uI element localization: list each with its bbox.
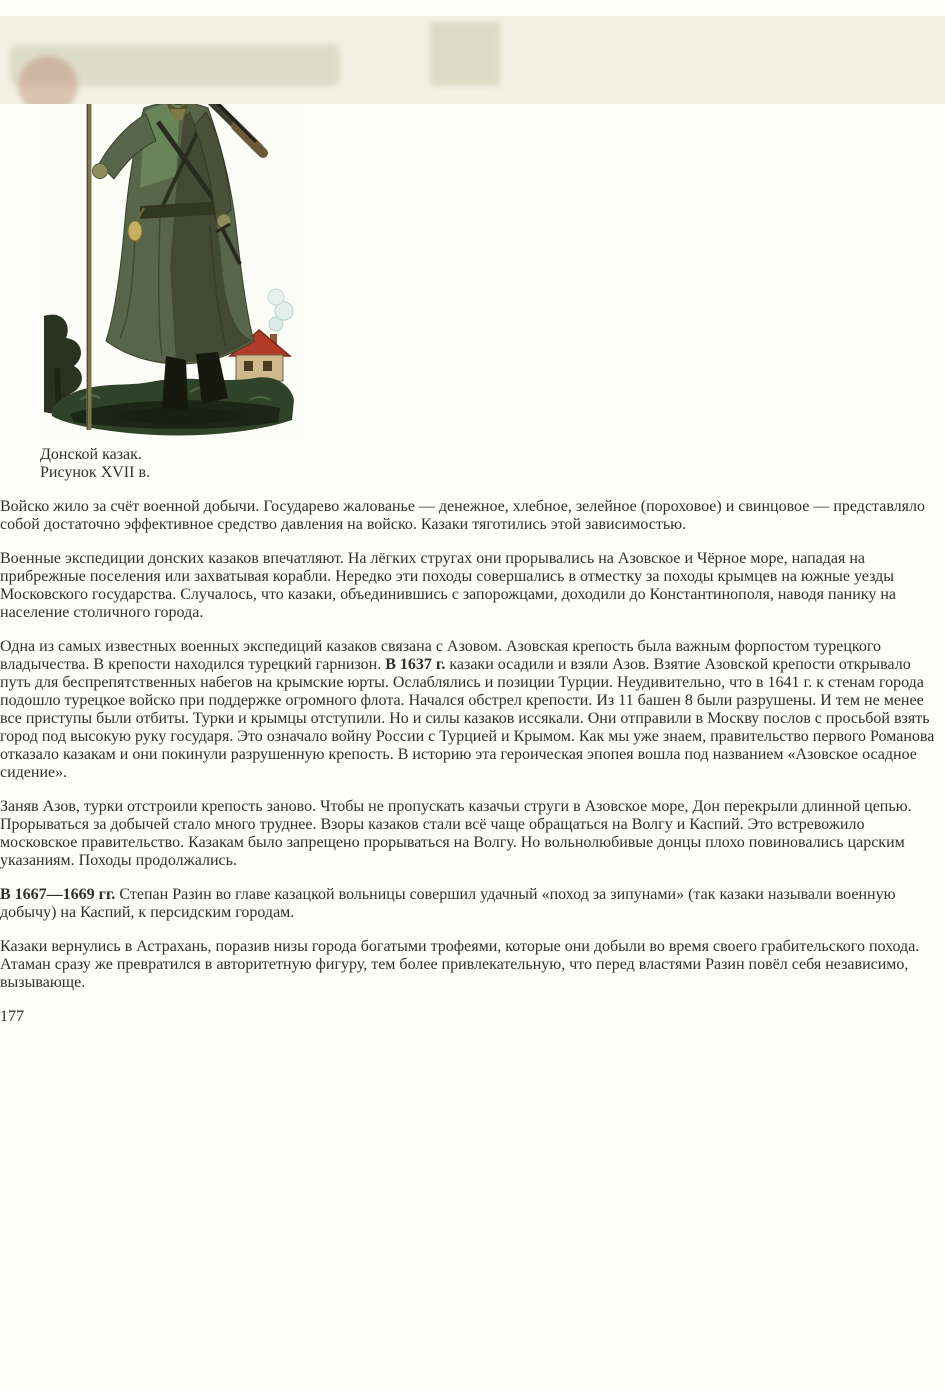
- paragraph: Военные экспедиции донских казаков впечатляют. На лёгких стругах они прорывались на Азовское и Чёрное море, нападая на прибрежные поселения или захватывая корабли. Нередко эти походы совершались в отместку за походы крымцев на южные уезды Московского государства. Случалось, что казаки, объединившись с запорожцами, доходили до Константинополя, наводя панику на население столичного города.: [0, 550, 897, 621]
- paragraph: Одна из самых известных военных экспедиций казаков связана с Азовом. Азовская крепость была важным форпостом турецкого владычества. В крепости находился турецкий гарнизон. В 1637 г. казаки осадили и взяли Азов. Взятие Азовской крепости открывало путь для беспрепятственных набегов на крымские юрты. Ослаблялись и позиции Турции. Неудивительно, что в 1641 г. к стенам города подошло турецкое войско при поддержке огромного флота. Начался обстрел крепости. Из 11 башен 8 были разрушены. И тем не менее все приступы были отбиты. Турки и крымцы отступили. Но и силы казаков иссякали. Они отправили в Москву послов с просьбой взять город под высокую руку государя. Это означало войну России с Турцией и Крымом. Как мы уже знаем, правительство первого Романова отказало казакам и они покинули разрушенную крепость. В историю эта героическая эпопея вошла под названием «Азовское осадное сидение».: [0, 638, 935, 781]
- page-number: 177: [0, 1008, 24, 1025]
- artwork-tan-wash: [452, 16, 782, 76]
- paragraph: Казаки вернулись в Астрахань, поразив низы города богатыми трофеями, которые они добыли во время своего грабительского похода. Атаман сразу же превратился в авторитетную фигуру, тем более привлекательную, что перед властями Разин повёл себя независимо, вызывающе.: [0, 938, 920, 991]
- header-artwork: [0, 16, 945, 104]
- figure-caption-title: Донской казак.: [40, 446, 142, 463]
- figure-caption-source: Рисунок XVII в.: [40, 464, 151, 481]
- paragraph: В 1667—1669 гг. Степан Разин во главе казацкой вольницы совершил удачный «поход за зипунами» (так казаки называли военную добычу) на Каспий, к персидским городам.: [0, 886, 896, 921]
- article-body: [0, 16, 945, 992]
- page-number-badge: [0, 1008, 945, 1026]
- figure-caption: [40, 446, 905, 482]
- paragraph: Заняв Азов, турки отстроили крепость заново. Чтобы не пропускать казачьи струги в Азовское море, Дон перекрыли длинной цепью. Прорываться за добычей стало много труднее. Взоры казаков стали всё чаще обращаться на Волгу и Каспий. Это встревожило московское правительство. Казакам было запрещено прорываться на Волгу. Но вольнолюбивые донцы плохо повиновались царским указаниям. Походы продолжались.: [0, 798, 912, 869]
- paragraph: Войско жило за счёт военной добычи. Государево жалованье — денежное, хлебное, зелейное (пороховое) и свинцовое — представляло собой достаточно эффективное средство давления на войско. Казаки тяготились этой зависимостью.: [0, 498, 926, 533]
